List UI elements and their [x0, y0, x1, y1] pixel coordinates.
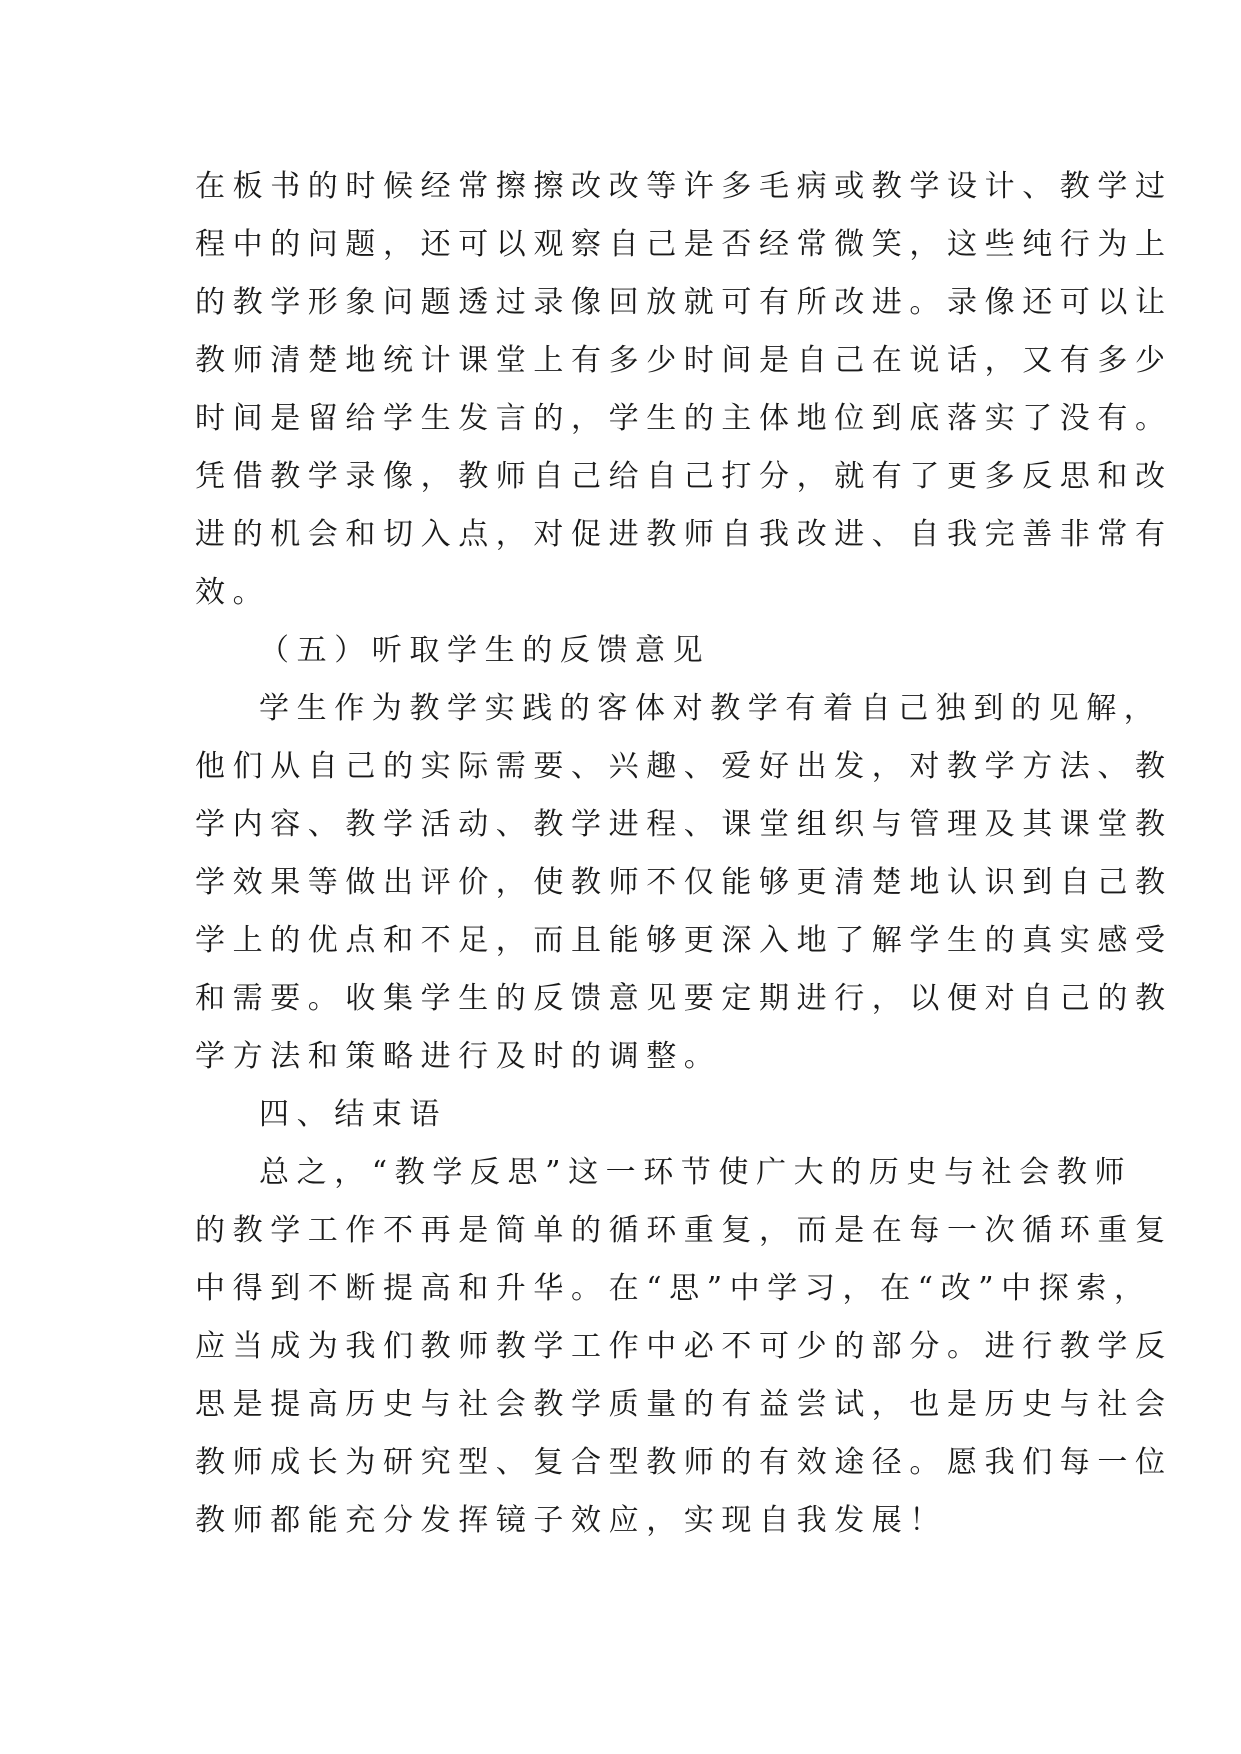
text-line: 进的机会和切入点，对促进教师自我改进、自我完善非常有 — [195, 517, 1173, 552]
text-line: 中得到不断提高和升华。在“思”中学习，在“改”中探索， — [195, 1271, 1152, 1306]
text-line: 和需要。收集学生的反馈意见要定期进行，以便对自己的教 — [195, 981, 1173, 1016]
text-line: 效。 — [195, 575, 271, 610]
text-line: 总之，“教学反思”这一环节使广大的历史与社会教师 — [259, 1155, 1133, 1190]
text-line: 凭借教学录像，教师自己给自己打分，就有了更多反思和改 — [195, 459, 1173, 494]
text-line: 的教学工作不再是简单的循环重复，而是在每一次循环重复 — [195, 1213, 1173, 1248]
text-line: 思是提高历史与社会教学质量的有益尝试，也是历史与社会 — [195, 1387, 1173, 1422]
text-line: 他们从自己的实际需要、兴趣、爱好出发，对教学方法、教 — [195, 749, 1173, 784]
text-line: 学效果等做出评价，使教师不仅能够更清楚地认识到自己教 — [195, 865, 1173, 900]
section-heading: （五）听取学生的反馈意见 — [259, 633, 711, 668]
text-line: 学内容、教学活动、教学进程、课堂组织与管理及其课堂教 — [195, 807, 1173, 842]
text-line: 程中的问题，还可以观察自己是否经常微笑，这些纯行为上 — [195, 227, 1173, 262]
text-line: 应当成为我们教师教学工作中必不可少的部分。进行教学反 — [195, 1329, 1173, 1364]
text-line: 教师清楚地统计课堂上有多少时间是自己在说话，又有多少 — [195, 343, 1173, 378]
section-heading: 四、结束语 — [259, 1097, 447, 1132]
text-line: 教师都能充分发挥镜子效应，实现自我发展！ — [195, 1503, 947, 1538]
body-text — [195, 158, 1173, 1550]
text-line: 学生作为教学实践的客体对教学有着自己独到的见解， — [259, 691, 1162, 726]
text-line: 教师成长为研究型、复合型教师的有效途径。愿我们每一位 — [195, 1445, 1173, 1480]
text-line: 学上的优点和不足，而且能够更深入地了解学生的真实感受 — [195, 923, 1173, 958]
text-line: 时间是留给学生发言的，学生的主体地位到底落实了没有。 — [195, 401, 1173, 436]
text-line: 学方法和策略进行及时的调整。 — [195, 1039, 722, 1074]
text-line: 的教学形象问题透过录像回放就可有所改进。录像还可以让 — [195, 285, 1173, 320]
text-line: 在板书的时候经常擦擦改改等许多毛病或教学设计、教学过 — [195, 169, 1173, 204]
